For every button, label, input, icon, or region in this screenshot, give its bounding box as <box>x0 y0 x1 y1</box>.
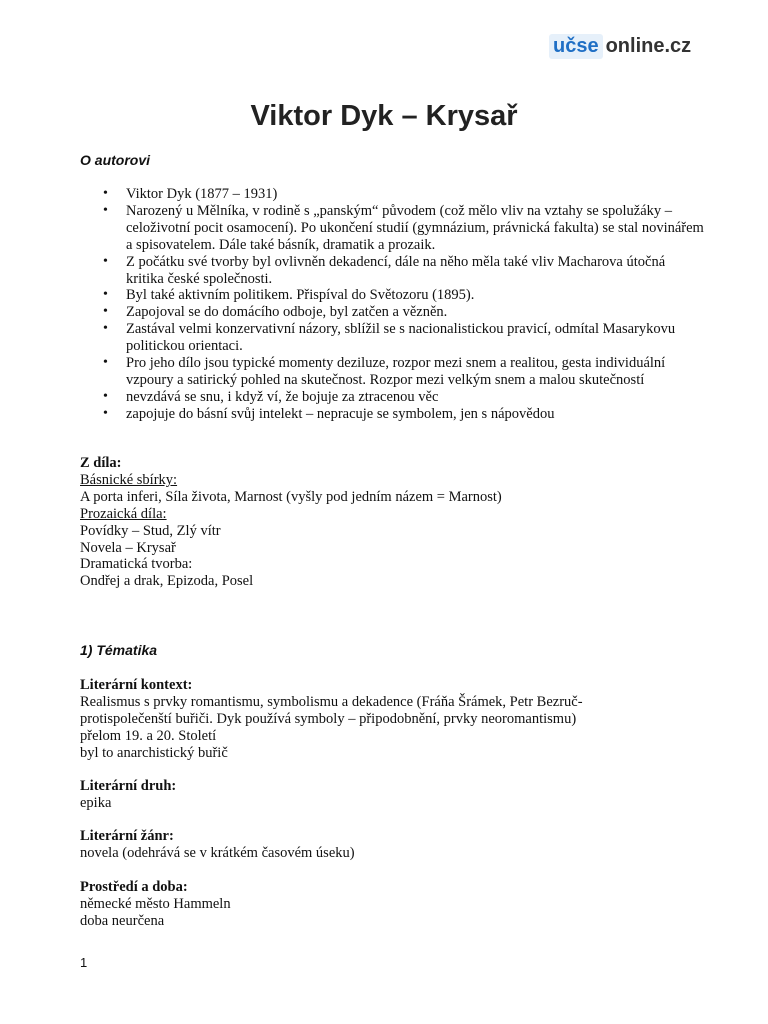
prose-label: Prozaická díla: <box>80 505 167 522</box>
drama-label: Dramatická tvorba: <box>80 556 193 573</box>
context-label: Literární kontext: <box>80 677 193 693</box>
poetry-label: Básnické sbírky: <box>80 471 178 488</box>
context-line: Realismus s prvky romantismu, symbolismu a dekadence (Fráňa Šrámek, Petr Bezruč- <box>80 693 583 710</box>
setting-label: Prostředí a doba: <box>80 879 188 895</box>
genre-value: novela (odehrává se v krátkém časovém úseku) <box>80 844 355 861</box>
bullet-item: • Pro jeho dílo jsou typické momenty deziluze, rozpor mezi snem a realitou, gesta individuální vzpoury a satirický pohled na skutečnost. Rozpor mezi velkým snem a malou skutečností <box>126 355 706 389</box>
section-heading-about: O autorovi <box>80 152 151 168</box>
genre-block <box>80 828 700 862</box>
about-bullet-list <box>126 186 706 423</box>
bullet-item: • Z počátku své tvorby byl ovlivněn dekadencí, dále na něho měla také vliv Macharova útočná kritika české společnosti. <box>126 254 706 288</box>
setting-line: doba neurčena <box>80 912 165 929</box>
bullet-item: • Narozený u Mělníka, v rodině s „panským“ původem (což mělo vliv na vztahy se spolužáky – celoživotní pocit osamocení). Po ukončení studií (gymnázium, právnická fakulta) se stal novinářem a spisovatelem. Dále také básník, dramatik a prozaik. <box>126 203 706 254</box>
bullet-item: • Viktor Dyk (1877 – 1931) <box>126 186 706 203</box>
poetry-list: A porta inferi, Síla života, Marnost (vyšly pod jedním názem = Marnost) <box>80 488 502 505</box>
section-heading-themes: 1) Tématika <box>80 642 158 658</box>
document-title: Viktor Dyk – Krysař <box>250 100 518 132</box>
genre-kind-block <box>80 778 700 812</box>
site-logo[interactable] <box>549 34 691 59</box>
novel-list: Novela – Krysař <box>80 539 176 556</box>
logo-part-online: online.cz <box>605 35 692 57</box>
drama-list: Ondřej a drak, Epizoda, Posel <box>80 573 254 590</box>
bullet-item: • nevzdává se snu, i když ví, že bojuje za ztracenou věc <box>126 389 706 406</box>
logo-part-ucse: učse <box>549 34 603 59</box>
genre-kind-label: Literární druh: <box>80 778 177 794</box>
setting-line: německé město Hammeln <box>80 895 231 912</box>
context-block <box>80 677 700 762</box>
bullet-item: • Byl také aktivním politikem. Přispíval do Světozoru (1895). <box>126 287 706 304</box>
stories-list: Povídky – Stud, Zlý vítr <box>80 522 221 539</box>
works-block <box>80 455 700 590</box>
genre-kind-value: epika <box>80 794 112 811</box>
works-heading: Z díla: <box>80 455 122 471</box>
setting-block <box>80 879 700 930</box>
bullet-item: • Zastával velmi konzervativní názory, sblížil se s nacionalistickou pravicí, odmítal Masarykovu politickou orientaci. <box>126 321 706 355</box>
bullet-item: • Zapojoval se do domácího odboje, byl zatčen a vězněn. <box>126 304 706 321</box>
genre-label: Literární žánr: <box>80 828 174 844</box>
context-line: přelom 19. a 20. Století <box>80 727 217 744</box>
context-line: protispolečenští buřiči. Dyk používá symboly – připodobnění, prvky neoromantismu) <box>80 710 577 727</box>
page-number: 1 <box>80 955 88 970</box>
bullet-item: • zapojuje do básní svůj intelekt – nepracuje se symbolem, jen s nápovědou <box>126 406 706 423</box>
context-line: byl to anarchistický buřič <box>80 744 228 761</box>
